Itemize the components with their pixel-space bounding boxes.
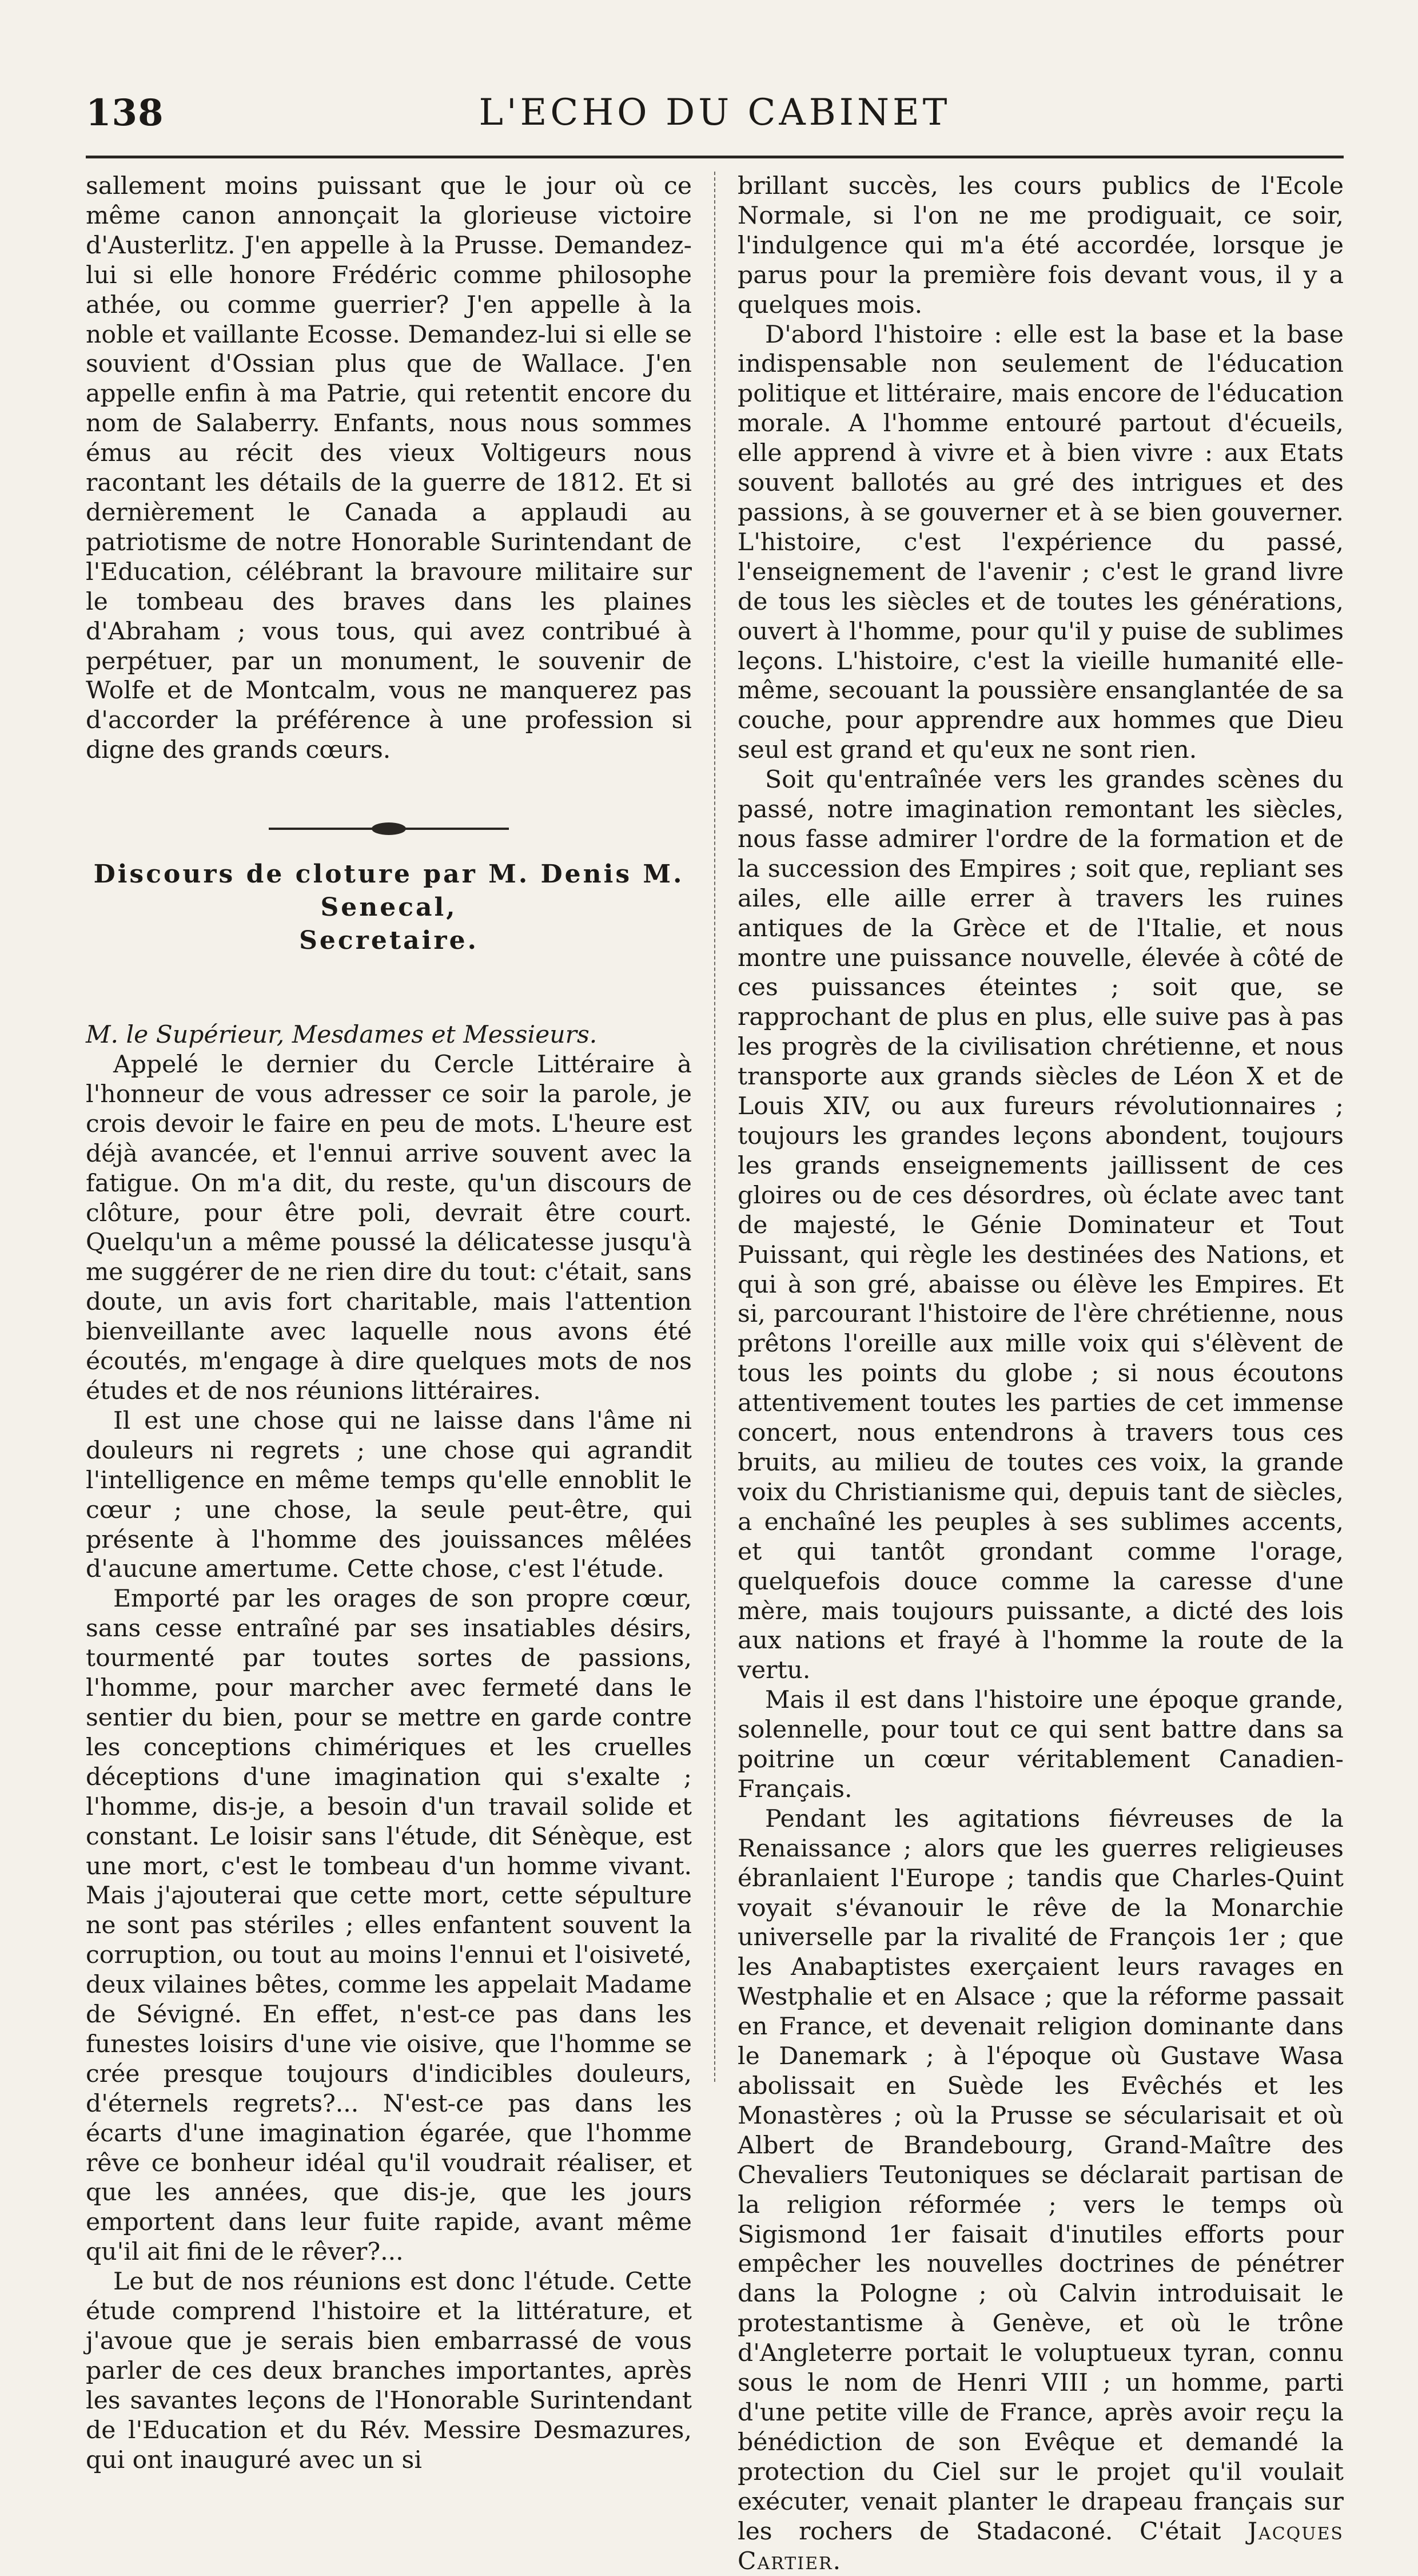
left-paragraph-3: Il est une chose qui ne laisse dans l'âme ni douleurs ni regrets ; une chose qui agrandit l'intelligence en même temps qu'elle ennoblit le cœur ; une chose, la seule peut-être, qui présente à l'homme des jouissances mêlées d'aucune amertume. Cette chose, c'est l'étude. [86, 1406, 692, 1584]
page-header [86, 86, 1344, 149]
right-paragraph-3: Soit qu'entraînée vers les grandes scènes du passé, notre imagination remontant les siècles, nous fasse admirer l'ordre de la formation et de la succession des Empires ; soit que, repliant ses ailes, elle aille errer à travers les ruines antiques de la Grèce et de l'Italie, et nous montre une puissance nouvelle, élevée à côté de ces puissances éteintes ; soit que, se rapprochant de plus en plus, elle suive pas à pas les progrès de la civilisation chrétienne, et nous transporte aux grands siècles de Léon X et de Louis XIV, ou aux fureurs révolutionnaires ; toujours les grandes leçons abondent, toujours les grands enseignements jaillissent de ces gloires ou de ces désordres, où éclate avec tant de majesté, le Génie Dominateur et Tout Puissant, qui règle les destinées des Nations, et qui à son gré, abaisse ou élève les Empires. Et si, parcourant l'histoire de l'ère chrétienne, nous prêtons l'oreille aux mille voix qui s'élèvent de tous les points du globe ; si nous écoutons attentivement toutes les parties de cet immense concert, nous entendrons à travers tous ces bruits, au milieu de toutes ces voix, la grande voix du Christianisme qui, depuis tant de siècles, a enchaîné les peuples à ses sublimes accents, et qui tantôt grondant comme l'orage, quelquefois douce comme la caresse d'une mère, mais toujours puissante, a dicté des lois aux nations et frayé à l'homme la route de la vertu. [738, 766, 1344, 1685]
right-paragraph-4: Mais il est dans l'histoire une époque grande, solennelle, pour tout ce qui sent battre dans sa poitrine un cœur véritablement Canadien-Français. [738, 1686, 1344, 1803]
column-divider [714, 172, 715, 2082]
right-column [738, 172, 1344, 2576]
right-paragraph-5-text: Pendant les agitations fiévreuses de la Renaissance ; alors que les guerres religieuses ébranlaient l'Europe ; tandis que Charles-Quint voyait s'évanouir le rêve de la Monarchie universelle par la rivalité de François 1er ; que les Anabaptistes exerçaient leurs ravages en Westphalie et en Alsace ; que la réforme passait en France, et devenait religion dominante dans le Danemark ; à l'époque où Gustave Wasa abolissait en Suède les Evêchés et les Monastères ; où la Prusse se sécularisait et où Albert de Brandebourg, Grand-Maître des Chevaliers Teutoniques se déclarait partisan de la religion réformée ; vers le temps où Sigismond 1er faisait d'inutiles efforts pour empêcher les nouvelles doctrines de pénétrer dans la Pologne ; où Calvin introduisait le protestantisme à Genève, et où le trône d'Angleterre portait le voluptueux tyran, connu sous le nom de Henri VIII ; un homme, parti d'une petite ville de France, après avoir reçu la bénédiction de son Evêque et demandé la protection du Ciel sur le projet qu'il voulait exécuter, venait planter le drapeau français sur les rochers de Stadaconé. C'était [738, 1804, 1344, 2546]
left-column [86, 172, 692, 2475]
ornament-bar-right [395, 828, 509, 830]
running-title: L'ECHO DU CABINET [479, 92, 951, 134]
section-title-line-1: Discours de cloture par M. Denis M. Senecal, [93, 860, 684, 923]
ornament-bar-left [269, 828, 383, 830]
salutation: M. le Supérieur, Mesdames et Messieurs. [86, 1021, 598, 1050]
header-rule [86, 156, 1344, 158]
page-number: 138 [86, 92, 164, 134]
section-ornament [269, 822, 509, 835]
right-paragraph-5 [738, 1804, 1344, 2576]
section-title-line-2: Secretaire. [299, 926, 479, 956]
left-paragraph-4: Emporté par les orages de son propre cœur, sans cesse entraîné par ses insatiables désirs, tourmenté par toutes sortes de passions, l'homme, pour marcher avec fermeté dans le sentier du bien, pour se mettre en garde contre les conceptions chimériques et les cruelles déceptions d'une imagination qui s'exalte ; l'homme, dis-je, a besoin d'un travail solide et constant. Le loisir sans l'étude, dit Sénèque, est une mort, c'est le tombeau d'un homme vivant. Mais j'ajouterai que cette mort, cette sépulture ne sont pas stériles ; elles enfantent souvent la corruption, ou tout au moins l'ennui et l'oisiveté, deux vilaines bêtes, comme les appelait Madame de Sévigné. En effet, n'est-ce pas dans les funestes loisirs d'une vie oisive, que l'homme se crée presque toujours d'indicibles douleurs, d'éternels regrets?... N'est-ce pas dans les écarts d'une imagination égarée, que l'homme rêve ce bonheur idéal qu'il voudrait réaliser, et que les années, que dis-je, que les jours emportent dans leur fuite rapide, avant même qu'il ait fini de le rêver?... [86, 1585, 692, 2267]
explorer-name: Jacques Cartier. [738, 2517, 1344, 2575]
right-paragraph-2: D'abord l'histoire : elle est la base et la base indispensable non seulement de l'éducation politique et littéraire, mais encore de l'éducation morale. A l'homme entouré partout d'écueils, elle apprend à vivre et à bien vivre : aux Etats souvent ballotés au gré des intrigues et des passions, à se gouverner et à se bien gouverner. L'histoire, c'est l'expérience du passé, l'enseignement de l'avenir ; c'est le grand livre de tous les siècles et de toutes les générations, ouvert à l'homme, pour qu'il y puise de sublimes leçons. L'histoire, c'est la vieille humanité elle-même, secouant la poussière ensanglantée de sa couche, pour apprendre aux hommes que Dieu seul est grand et qu'eux ne sont rien. [738, 320, 1344, 765]
section-title [86, 858, 692, 957]
left-paragraph-5: Le but de nos réunions est donc l'étude. Cette étude comprend l'histoire et la littérature, et j'avoue que je serais bien embarrassé de vous parler de ces deux branches importantes, après les savantes leçons de l'Honorable Surintendant de l'Education et du Rév. Messire Desmazures, qui ont inauguré avec un si [86, 2268, 692, 2474]
right-paragraph-1: brillant succès, les cours publics de l'Ecole Normale, si l'on ne me prodiguait, ce soir, l'indulgence qui m'a été accordée, lorsque je parus pour la première fois devant vous, il y a quelques mois. [738, 172, 1344, 319]
left-paragraph-1: sallement moins puissant que le jour où ce même canon annonçait la glorieuse victoire d'Austerlitz. J'en appelle à la Prusse. Demandez-lui si elle honore Frédéric comme philosophe athée, ou comme guerrier? J'en appelle à la noble et vaillante Ecosse. Demandez-lui si elle se souvient d'Ossian plus que de Wallace. J'en appelle enfin à ma Patrie, qui retentit encore du nom de Salaberry. Enfants, nous nous sommes émus au récit des vieux Voltigeurs nous racontant les détails de la guerre de 1812. Et si dernièrement le Canada a applaudi au patriotisme de notre Honorable Surintendant de l'Education, célébrant la bravoure militaire sur le tombeau des braves dans les plaines d'Abraham ; vous tous, qui avez contribué à perpétuer, par un monument, le souvenir de Wolfe et de Montcalm, vous ne manquerez pas d'accorder la préférence à une profession si digne des grands cœurs. [86, 172, 692, 765]
left-paragraph-2: Appelé le dernier du Cercle Littéraire à l'honneur de vous adresser ce soir la parole, je crois devoir le faire en peu de mots. L'heure est déjà avancée, et l'ennui arrive souvent avec la fatigue. On m'a dit, du reste, qu'un discours de clôture, pour être poli, devrait être court. Quelqu'un a même poussé la délicatesse jusqu'à me suggérer de ne rien dire du tout: c'était, sans doute, un avis fort charitable, mais l'attention bienveillante avec laquelle nous avons été écoutés, m'engage à dire quelques mots de nos études et de nos réunions littéraires. [86, 1051, 692, 1405]
